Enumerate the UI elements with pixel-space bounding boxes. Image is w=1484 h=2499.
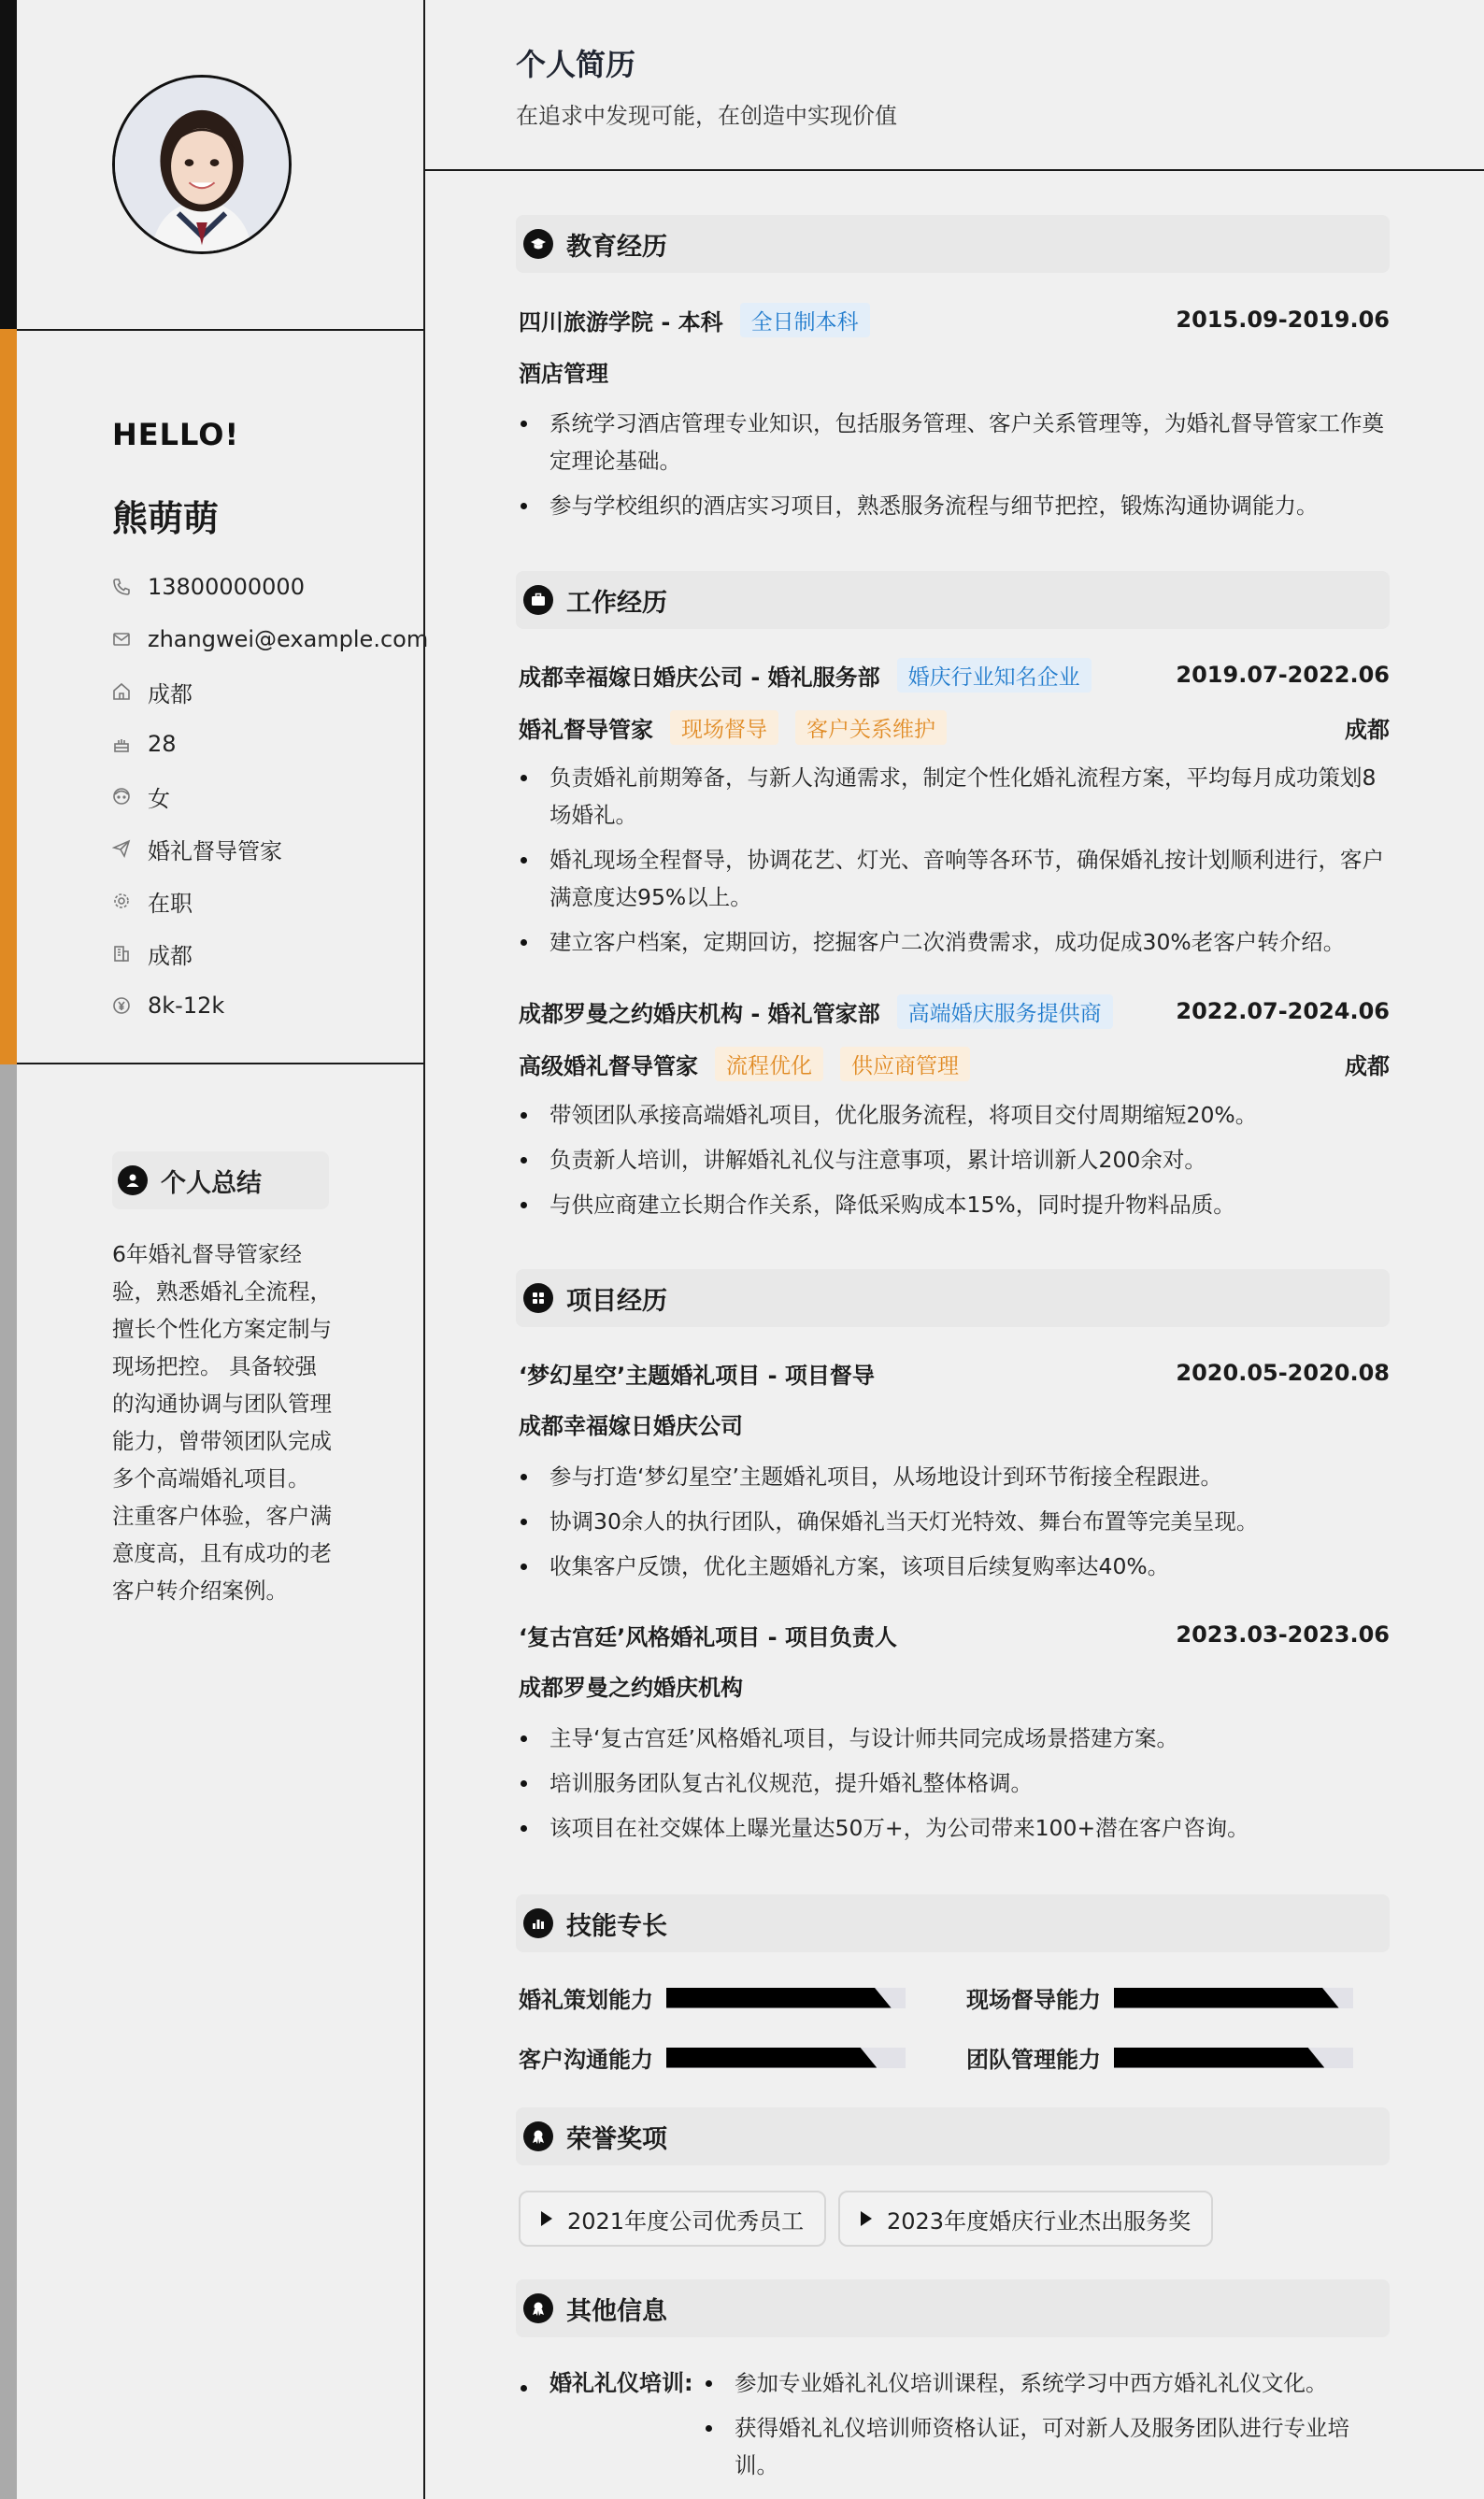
- bar-chart-icon: [523, 1908, 553, 1938]
- award-chip: [838, 2191, 1213, 2247]
- resume-header: [516, 41, 897, 130]
- education-section-header: [516, 215, 1390, 273]
- info-text: 28: [148, 731, 177, 757]
- skill-item: [519, 1981, 906, 2014]
- sidebar-divider: [17, 1063, 423, 1064]
- skill-bar-fill: [1114, 1988, 1339, 2008]
- job-role: 婚礼督导管家: [519, 716, 653, 743]
- list-item: 培训服务团队复古礼仪规范，提升婚礼整体格调。: [519, 1764, 1390, 1802]
- skill-item: [966, 1981, 1353, 2014]
- job-date: 2022.07-2024.06: [1176, 998, 1390, 1024]
- avatar: [112, 75, 292, 254]
- skill-bar: [1114, 1988, 1353, 2008]
- sidebar: [0, 0, 429, 2499]
- project-name: ‘复古宫廷’风格婚礼项目 - 项目负责人: [519, 1623, 897, 1650]
- role-tag: 流程优化: [715, 1047, 823, 1081]
- user-icon: [118, 1165, 148, 1195]
- education-date: 2015.09-2019.06: [1176, 307, 1390, 333]
- summary-text: 6年婚礼督导管家经验，熟悉婚礼全流程，擅长个性化方案定制与现场把控。 具备较强的沟通协调与团队管理能力，曾带领团队完成多个高端婚礼项目。 注重客户体验，客户满意度高，且有成功的老客户转介绍案例。: [112, 1241, 332, 1604]
- list-item: 该项目在社交媒体上曝光量达50万+，为公司带来100+潜在客户咨询。: [519, 1809, 1390, 1847]
- grid-icon: [523, 1283, 553, 1313]
- sidebar-divider: [17, 329, 423, 331]
- role-tag: 供应商管理: [840, 1047, 970, 1081]
- list-item: 主导‘复古宫廷’风格婚礼项目，与设计师共同完成场景搭建方案。: [519, 1720, 1390, 1757]
- project-row: [519, 1354, 1390, 1392]
- face-icon: [112, 787, 148, 806]
- project-date: 2023.03-2023.06: [1176, 1621, 1390, 1648]
- skill-bar: [666, 1988, 906, 2008]
- salary-icon: [112, 996, 148, 1015]
- phone-icon: [112, 578, 148, 596]
- award-label: 2021年度公司优秀员工: [567, 2207, 805, 2235]
- project-org: 成都罗曼之约婚庆机构: [519, 1675, 743, 1701]
- project-bullets: [519, 1458, 1390, 1592]
- section-title: 项目经历: [566, 1286, 667, 1316]
- awards-section-header: [516, 2107, 1390, 2165]
- section-title: 荣誉奖项: [566, 2124, 667, 2154]
- job-city: 成都: [1345, 1052, 1390, 1079]
- role-tag: 客户关系维护: [795, 710, 947, 745]
- info-text: zhangwei@example.com: [148, 626, 429, 652]
- list-item: 参与学校组织的酒店实习项目，熟悉服务流程与细节把控，锻炼沟通协调能力。: [519, 487, 1390, 524]
- list-item: 建立客户档案，定期回访，挖掘客户二次消费需求，成功促成30%老客户转介绍。: [519, 923, 1390, 961]
- contact-info-list: [112, 561, 428, 1032]
- work-section-header: [516, 571, 1390, 629]
- info-city: [112, 927, 428, 979]
- job-role-row: [519, 708, 1390, 746]
- skill-name: 婚礼策划能力: [519, 1987, 653, 2013]
- info-location: [112, 665, 428, 718]
- info-text: 成都: [148, 680, 193, 707]
- briefcase-icon: [523, 585, 553, 615]
- header-divider: [425, 169, 1484, 171]
- list-item: 收集客户反馈，优化主题婚礼方案，该项目后续复购率达40%。: [519, 1548, 1390, 1585]
- skills-section-header: [516, 1894, 1390, 1952]
- skill-name: 现场督导能力: [966, 1987, 1101, 2013]
- accent-strip-grey: [0, 1064, 17, 2499]
- info-email: [112, 613, 428, 665]
- company-name: 成都幸福嫁日婚庆公司 - 婚礼服务部: [519, 664, 880, 691]
- graduation-cap-icon: [523, 229, 553, 259]
- school-name: 四川旅游学院 - 本科: [519, 308, 723, 336]
- company-tag: 高端婚庆服务提供商: [897, 994, 1113, 1029]
- projects-section-header: [516, 1269, 1390, 1327]
- job-city: 成都: [1345, 716, 1390, 743]
- send-icon: [112, 839, 148, 858]
- status-icon: [112, 892, 148, 910]
- skill-item: [966, 2041, 1353, 2074]
- person-name: 熊萌萌: [112, 498, 220, 539]
- list-item: 负责婚礼前期筹备，与新人沟通需求，制定个性化婚礼流程方案，平均每月成功策划8场婚礼。: [519, 759, 1390, 834]
- summary-section-header: [112, 1151, 329, 1209]
- project-name: ‘梦幻星空’主题婚礼项目 - 项目督导: [519, 1362, 875, 1389]
- project-date: 2020.05-2020.08: [1176, 1360, 1390, 1386]
- role-tag: 现场督导: [670, 710, 778, 745]
- education-tag: 全日制本科: [740, 303, 870, 337]
- list-item: 带领团队承接高端婚礼项目，优化服务流程，将项目交付周期缩短20%。: [519, 1096, 1390, 1134]
- project-bullets: [519, 1720, 1390, 1854]
- other-info-bullets: [704, 2364, 1390, 2492]
- info-age: [112, 718, 428, 770]
- info-position: [112, 822, 428, 875]
- project-row: [519, 1616, 1390, 1653]
- play-icon: [541, 2211, 552, 2226]
- skill-name: 团队管理能力: [966, 2047, 1101, 2073]
- accent-strip-black: [0, 0, 17, 329]
- accent-strip-orange: [0, 329, 17, 1064]
- section-title: 教育经历: [566, 232, 667, 262]
- other-section-header: [516, 2279, 1390, 2337]
- education-row: [519, 301, 1390, 338]
- job-role: 高级婚礼督导管家: [519, 1052, 698, 1079]
- job-bullets: [519, 759, 1390, 968]
- building-icon: [112, 944, 148, 963]
- play-icon: [861, 2211, 872, 2226]
- award-chip: [519, 2191, 826, 2247]
- company-name: 成都罗曼之约婚庆机构 - 婚礼管家部: [519, 1000, 880, 1027]
- list-item: 参与打造‘梦幻星空’主题婚礼项目，从场地设计到环节衔接全程跟进。: [519, 1458, 1390, 1495]
- job-row: [519, 656, 1390, 693]
- info-text: 女: [148, 785, 170, 812]
- info-phone: [112, 561, 428, 613]
- skill-bar-fill: [666, 2048, 877, 2068]
- list-item: 获得婚礼礼仪培训师资格认证，可对新人及服务团队进行专业培训。: [704, 2409, 1390, 2484]
- info-text: 在职: [148, 890, 193, 917]
- info-text: 8k-12k: [148, 992, 225, 1019]
- section-title: 技能专长: [566, 1911, 667, 1941]
- skill-bar-fill: [1114, 2048, 1324, 2068]
- major-name: 酒店管理: [519, 361, 608, 387]
- job-bullets: [519, 1096, 1390, 1231]
- education-bullets: [519, 405, 1390, 532]
- list-item: 与供应商建立长期合作关系，降低采购成本15%，同时提升物料品质。: [519, 1186, 1390, 1223]
- skill-bar-fill: [666, 1988, 892, 2008]
- award-icon: [523, 2121, 553, 2151]
- skill-item: [519, 2041, 906, 2074]
- company-tag: 婚庆行业知名企业: [897, 658, 1092, 693]
- section-title: 工作经历: [566, 588, 667, 618]
- award-label: 2023年度婚庆行业杰出服务奖: [887, 2207, 1191, 2235]
- mail-icon: [112, 630, 148, 649]
- info-text: 成都: [148, 942, 193, 969]
- cake-icon: [112, 735, 148, 753]
- section-title: 其他信息: [566, 2296, 667, 2326]
- list-item: 协调30余人的执行团队，确保婚礼当天灯光特效、舞台布置等完美呈现。: [519, 1503, 1390, 1540]
- page-subtitle: 在追求中发现可能，在创造中实现价值: [516, 103, 897, 129]
- project-org: 成都幸福嫁日婚庆公司: [519, 1413, 743, 1439]
- info-text: 婚礼督导管家: [148, 837, 282, 864]
- skill-bar: [1114, 2048, 1353, 2068]
- list-item: 负责新人培训，讲解婚礼礼仪与注意事项，累计培训新人200余对。: [519, 1141, 1390, 1178]
- page-title: 个人简历: [516, 47, 636, 82]
- list-item: 婚礼现场全程督导，协调花艺、灯光、音响等各环节，确保婚礼按计划顺利进行，客户满意度达95%以上。: [519, 841, 1390, 916]
- list-item: 系统学习酒店管理专业知识，包括服务管理、客户关系管理等，为婚礼督导管家工作奠定理论基础。: [519, 405, 1390, 479]
- skill-bar: [666, 2048, 906, 2068]
- info-text: 13800000000: [148, 574, 305, 600]
- info-status: [112, 875, 428, 927]
- job-date: 2019.07-2022.06: [1176, 662, 1390, 688]
- summary-title: 个人总结: [161, 1168, 262, 1198]
- avatar-portrait: [115, 78, 289, 251]
- award-icon: [523, 2293, 553, 2323]
- home-icon: [112, 682, 148, 701]
- job-role-row: [519, 1045, 1390, 1082]
- skill-name: 客户沟通能力: [519, 2047, 653, 2073]
- job-row: [519, 992, 1390, 1030]
- info-gender: [112, 770, 428, 822]
- hello-heading: HELLO!: [112, 417, 240, 452]
- info-salary: [112, 979, 428, 1032]
- other-info-key: 婚礼礼仪培训:: [519, 2364, 693, 2402]
- list-item: 参加专业婚礼礼仪培训课程，系统学习中西方婚礼礼仪文化。: [704, 2364, 1390, 2402]
